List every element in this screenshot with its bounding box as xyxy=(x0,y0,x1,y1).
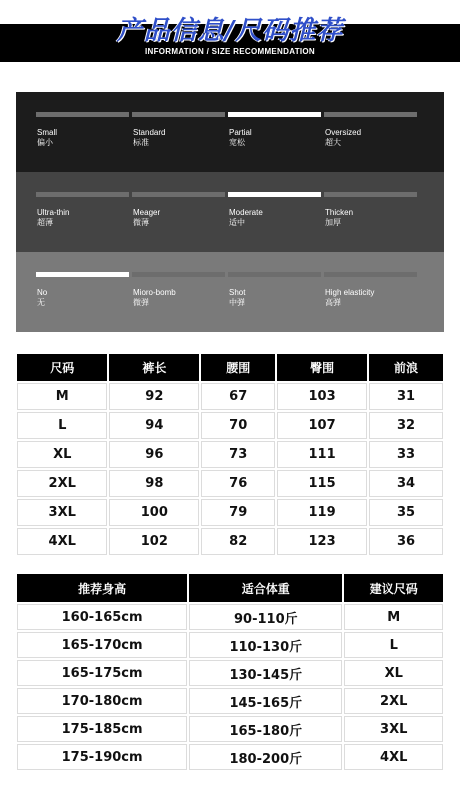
table-cell: 31 xyxy=(369,383,443,410)
table-cell: 79 xyxy=(201,499,275,526)
table-cell: XL xyxy=(17,441,107,468)
option-chinese: 适中 xyxy=(229,218,245,227)
table-cell: M xyxy=(17,383,107,410)
table-row xyxy=(17,660,443,686)
fabric-option-label xyxy=(229,128,252,148)
size-table xyxy=(15,352,445,557)
table-cell: 4XL xyxy=(17,528,107,555)
indicator-segment xyxy=(132,272,225,277)
table-cell: 92 xyxy=(109,383,199,410)
table-row xyxy=(17,716,443,742)
fabric-row xyxy=(16,172,444,252)
fabric-option-label xyxy=(325,128,361,148)
option-english: Standard xyxy=(133,128,166,137)
column-header: 尺码 xyxy=(17,354,107,381)
table-cell: M xyxy=(344,604,443,630)
fabric-option-label xyxy=(325,208,353,228)
option-chinese: 超薄 xyxy=(37,218,53,227)
fabric-option-label xyxy=(229,208,263,228)
fabric-row xyxy=(16,252,444,332)
option-english: Thicken xyxy=(325,208,354,217)
table-cell: 67 xyxy=(201,383,275,410)
option-chinese: 超大 xyxy=(325,138,341,147)
table-cell: 160-165cm xyxy=(17,604,187,630)
fabric-option-label xyxy=(133,128,165,148)
option-chinese: 偏小 xyxy=(37,138,53,147)
page-title: 产品信息/尺码推荐 xyxy=(116,16,344,46)
table-cell: 110-130斤 xyxy=(189,632,342,658)
table-cell: 94 xyxy=(109,412,199,439)
table-cell: 175-185cm xyxy=(17,716,187,742)
option-english: Small xyxy=(37,128,58,137)
option-english: Partial xyxy=(229,128,252,137)
table-cell: 165-175cm xyxy=(17,660,187,686)
fabric-option-label xyxy=(229,288,245,308)
option-english: Mioro-bomb xyxy=(133,288,176,297)
column-header: 推荐身高 xyxy=(17,574,187,602)
table-cell: XL xyxy=(344,660,443,686)
table-row xyxy=(17,383,443,410)
table-cell: 90-110斤 xyxy=(189,604,342,630)
table-cell: 35 xyxy=(369,499,443,526)
table-row xyxy=(17,499,443,526)
option-chinese: 高弹 xyxy=(325,298,341,307)
table-cell: 115 xyxy=(277,470,367,497)
table-cell: 130-145斤 xyxy=(189,660,342,686)
column-header: 裤长 xyxy=(109,354,199,381)
table-row xyxy=(17,470,443,497)
table-cell: 102 xyxy=(109,528,199,555)
indicator-segment xyxy=(324,192,417,197)
fabric-option-label xyxy=(37,128,57,148)
table-cell: 180-200斤 xyxy=(189,744,342,770)
fabric-option-label xyxy=(133,208,160,228)
table-cell: 100 xyxy=(109,499,199,526)
table-cell: 3XL xyxy=(344,716,443,742)
table-row xyxy=(17,632,443,658)
option-english: Oversized xyxy=(325,128,362,137)
column-header: 臀围 xyxy=(277,354,367,381)
fabric-option-label xyxy=(37,208,69,228)
indicator-segment-active xyxy=(228,192,321,197)
indicator-segment xyxy=(36,112,129,117)
option-english: Ultra-thin xyxy=(37,208,70,217)
column-header: 前浪 xyxy=(369,354,443,381)
table-row xyxy=(17,688,443,714)
indicator-segment xyxy=(132,192,225,197)
table-cell: 2XL xyxy=(17,470,107,497)
option-english: No xyxy=(37,288,48,297)
table-row xyxy=(17,604,443,630)
fabric-option-label xyxy=(133,288,176,308)
table-row xyxy=(17,744,443,770)
table-cell: 33 xyxy=(369,441,443,468)
table-row xyxy=(17,528,443,555)
table-cell: 96 xyxy=(109,441,199,468)
option-english: Moderate xyxy=(229,208,263,217)
indicator-segment-active xyxy=(36,272,129,277)
table-cell: 107 xyxy=(277,412,367,439)
table-cell: 70 xyxy=(201,412,275,439)
table-row xyxy=(17,441,443,468)
option-chinese: 无 xyxy=(37,298,45,307)
table-cell: 76 xyxy=(201,470,275,497)
option-english: Meager xyxy=(133,208,161,217)
table-cell: 36 xyxy=(369,528,443,555)
fabric-info-panel xyxy=(16,92,444,332)
option-chinese: 微薄 xyxy=(133,218,149,227)
indicator-segment xyxy=(36,192,129,197)
fabric-option-label xyxy=(325,288,374,308)
table-cell: L xyxy=(17,412,107,439)
table-cell: 103 xyxy=(277,383,367,410)
indicator-segment xyxy=(228,272,321,277)
table-cell: 111 xyxy=(277,441,367,468)
indicator-segment xyxy=(324,272,417,277)
recommend-table-header xyxy=(17,574,443,602)
fabric-row xyxy=(16,92,444,172)
option-english: Shot xyxy=(229,288,246,297)
option-chinese: 中弹 xyxy=(229,298,245,307)
column-header: 适合体重 xyxy=(189,574,342,602)
option-chinese: 标准 xyxy=(133,138,149,147)
table-cell: 73 xyxy=(201,441,275,468)
table-cell: 165-180斤 xyxy=(189,716,342,742)
option-chinese: 微弹 xyxy=(133,298,149,307)
table-cell: 2XL xyxy=(344,688,443,714)
table-row xyxy=(17,412,443,439)
table-cell: 119 xyxy=(277,499,367,526)
table-cell: 170-180cm xyxy=(17,688,187,714)
table-cell: 4XL xyxy=(344,744,443,770)
indicator-segment xyxy=(324,112,417,117)
table-cell: 3XL xyxy=(17,499,107,526)
table-cell: 98 xyxy=(109,470,199,497)
table-cell: 175-190cm xyxy=(17,744,187,770)
table-cell: 82 xyxy=(201,528,275,555)
table-cell: 165-170cm xyxy=(17,632,187,658)
page-subtitle: INFORMATION / SIZE RECOMMENDATION xyxy=(144,47,316,56)
fabric-option-label xyxy=(37,288,47,308)
table-cell: 123 xyxy=(277,528,367,555)
option-english: High elasticity xyxy=(325,288,375,297)
option-chinese: 宽松 xyxy=(229,138,245,147)
table-cell: 145-165斤 xyxy=(189,688,342,714)
option-chinese: 加厚 xyxy=(325,218,341,227)
indicator-segment-active xyxy=(228,112,321,117)
column-header: 建议尺码 xyxy=(344,574,443,602)
page-header xyxy=(0,0,460,64)
size-table-header xyxy=(17,354,443,381)
column-header: 腰围 xyxy=(201,354,275,381)
table-cell: 32 xyxy=(369,412,443,439)
table-cell: 34 xyxy=(369,470,443,497)
table-cell: L xyxy=(344,632,443,658)
indicator-segment xyxy=(132,112,225,117)
recommend-table xyxy=(15,572,445,772)
